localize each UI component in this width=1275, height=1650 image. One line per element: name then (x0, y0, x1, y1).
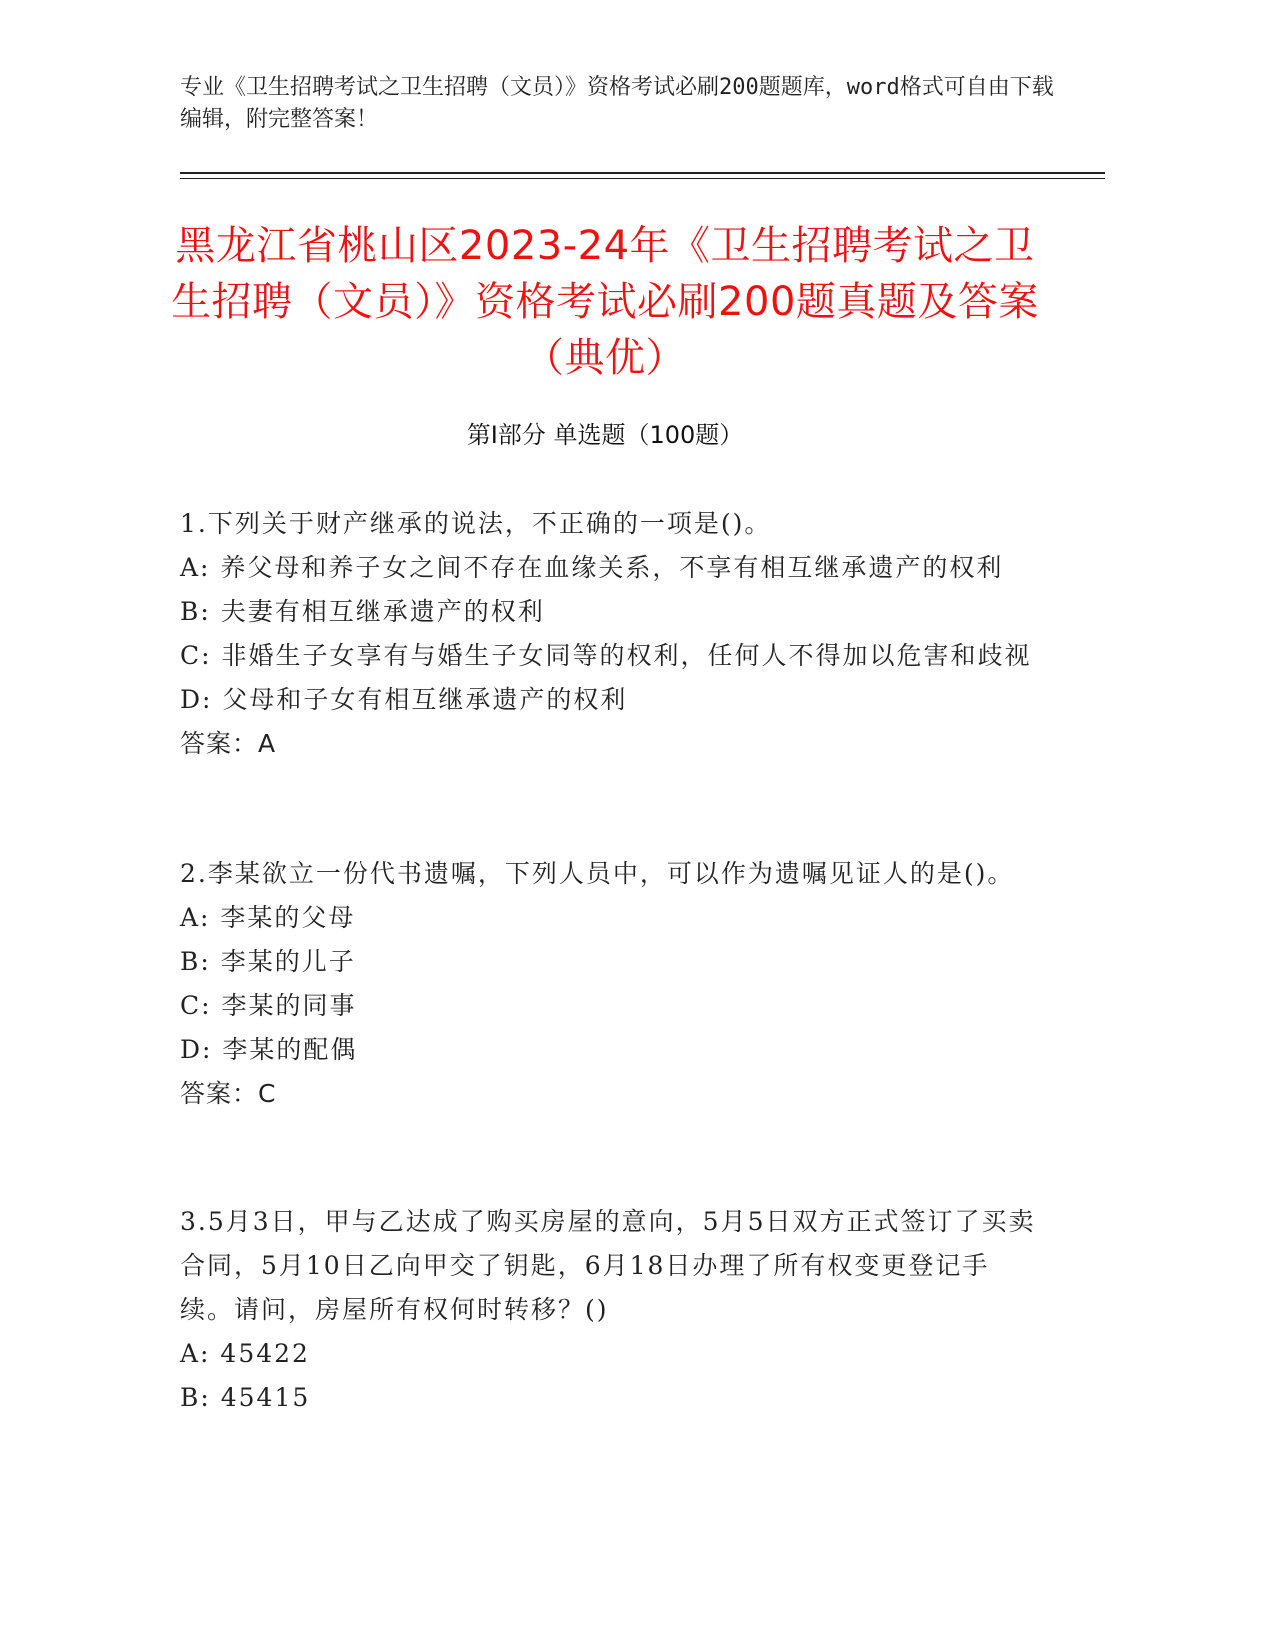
question-stem: 3.5月3日，甲与乙达成了购买房屋的意向，5月5日双方正式签订了买卖合同，5月10日乙向甲交了钥匙，6月18日办理了所有权变更登记手续。请问，房屋所有权何时转移？() (180, 1207, 1036, 1324)
question-stem: 1.下列关于财产继承的说法，不正确的一项是()。 (180, 509, 772, 538)
option-d: D: 李某的配偶 (180, 1035, 358, 1064)
header-note: 专业《卫生招聘考试之卫生招聘（文员）》资格考试必刷200题题库，word格式可自由下载编辑，附完整答案！ (180, 75, 1054, 132)
option-a: A: 李某的父母 (180, 903, 356, 932)
option-b: B: 45415 (180, 1383, 311, 1412)
question-1 (180, 502, 1040, 766)
option-c: C: 非婚生子女享有与婚生子女同等的权利，任何人不得加以危害和歧视 (180, 641, 1032, 670)
option-b: B: 李某的儿子 (180, 947, 356, 976)
question-stem: 2.李某欲立一份代书遗嘱，下列人员中，可以作为遗嘱见证人的是()。 (180, 859, 1015, 888)
document-title: 黑龙江省桃山区2023-24年《卫生招聘考试之卫生招聘（文员）》资格考试必刷200题真题及答案（典优） (171, 223, 1039, 381)
question-2 (180, 852, 1040, 1116)
answer: 答案：A (180, 729, 277, 758)
answer: 答案：C (180, 1079, 277, 1108)
option-d: D: 父母和子女有相互继承遗产的权利 (180, 685, 628, 714)
question-3 (180, 1200, 1040, 1420)
section-heading: 第Ⅰ部分 单选题（100题） (466, 421, 744, 449)
option-a: A: 45422 (180, 1339, 310, 1368)
option-b: B: 夫妻有相互继承遗产的权利 (180, 597, 545, 626)
option-a: A: 养父母和养子女之间不存在血缘关系，不享有相互继承遗产的权利 (180, 553, 1004, 582)
header-divider-thin (180, 178, 1105, 179)
header-divider-thick (180, 172, 1105, 174)
option-c: C: 李某的同事 (180, 991, 357, 1020)
